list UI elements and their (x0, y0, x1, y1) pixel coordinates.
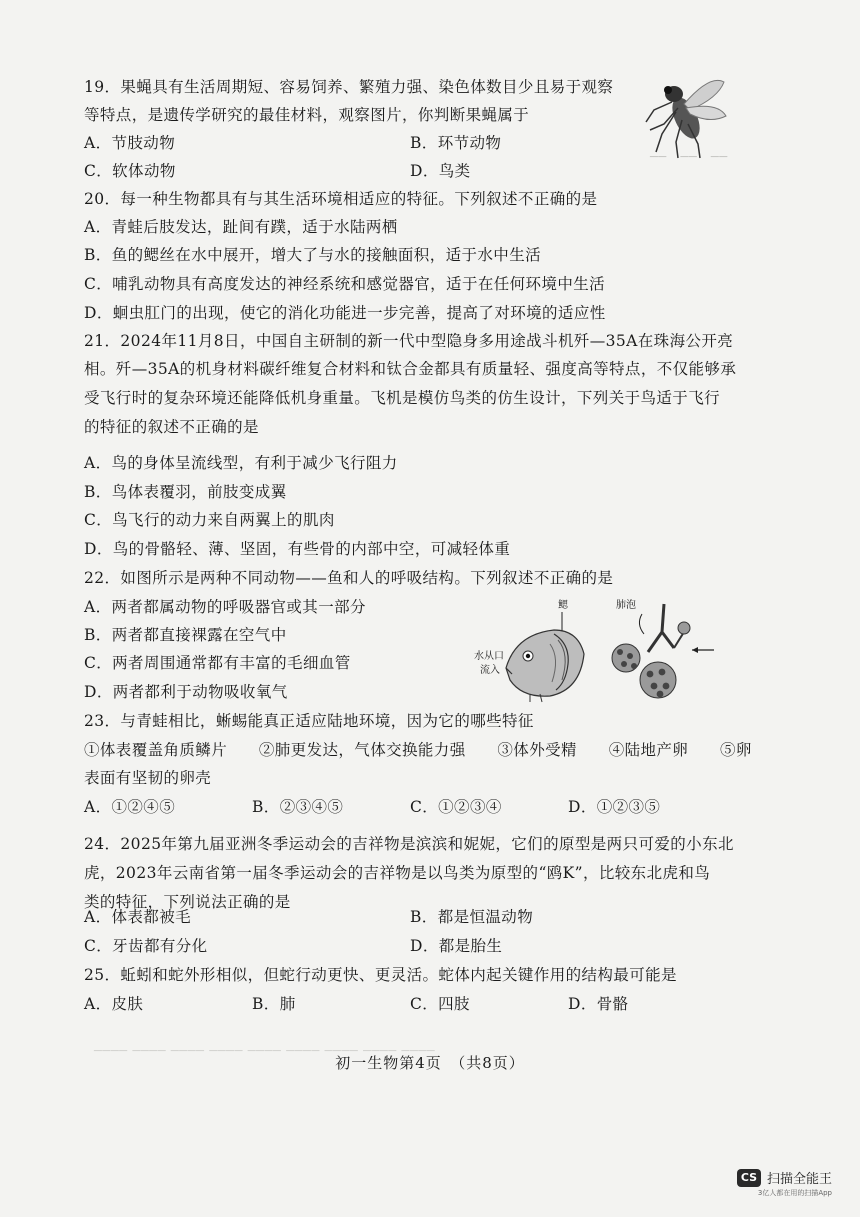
q22-option-b: B．两者都直接裸露在空气中 (84, 626, 287, 644)
q21-option-b: B．鸟体表覆羽，前肢变成翼 (84, 483, 287, 501)
fruit-fly-figure (640, 64, 730, 160)
scanner-logo-icon: CS (737, 1169, 761, 1187)
q23-items: ①体表覆盖角质鳞片 ②肺更发达，气体交换能力强 ③体外受精 ④陆地产卵 ⑤卵 (84, 741, 752, 759)
q22-option-d: D．两者都利于动物吸收氧气 (84, 683, 288, 701)
q24-line1: 24．2025年第九届亚洲冬季运动会的吉祥物是滨滨和妮妮，它们的原型是两只可爱的小东北 (84, 835, 734, 853)
q24-option-a: A．体表都被毛 (84, 908, 191, 926)
fish-body (506, 630, 584, 696)
q20-option-b: B．鱼的鳃丝在水中展开，增大了与水的接触面积，适于水中生活 (84, 246, 541, 264)
q19-line2: 等特点，是遗传学研究的最佳材料，观察图片，你判断果蝇属于 (84, 106, 530, 124)
q21-option-c: C．鸟飞行的动力来自两翼上的肌肉 (84, 511, 335, 529)
q21-option-a: A．鸟的身体呈流线型，有利于减少飞行阻力 (84, 454, 398, 472)
scanner-watermark (737, 1168, 832, 1197)
bleed-through-text: ── ── ── (650, 150, 728, 165)
q21-line3: 受飞行时的复杂环境还能降低机身重量。飞机是模仿鸟类的仿生设计，下列关于鸟适于飞行 (84, 389, 721, 407)
q21-line4: 的特征的叙述不正确的是 (84, 418, 259, 436)
q20-option-d: D．蛔虫肛门的出现，使它的消化功能进一步完善，提高了对环境的适应性 (84, 304, 606, 322)
q19-option-a: A．节肢动物 (84, 134, 176, 152)
q24-line2: 虎，2023年云南省第一届冬季运动会的吉祥物是以鸟类为原型的“鸥K”，比较东北虎和鸟 (84, 864, 711, 882)
q21-line1: 21．2024年11月8日，中国自主研制的新一代中型隐身多用途战斗机歼—35A在珠海公开亮 (84, 332, 734, 350)
q25-option-a: A．皮肤 (84, 995, 144, 1013)
q23-option-b: B．②③④⑤ (252, 798, 344, 816)
q25-stem: 25．蚯蚓和蛇外形相似，但蛇行动更快、更灵活。蛇体内起关键作用的结构最可能是 (84, 966, 677, 984)
fig-label-water-1: 水从口 (474, 651, 504, 662)
scanner-name: 扫描全能王 (766, 1172, 832, 1187)
q20-option-a: A．青蛙后肢发达，趾间有蹼，适于水陆两栖 (84, 218, 398, 236)
q22-stem: 22．如图所示是两种不同动物——鱼和人的呼吸结构。下列叙述不正确的是 (84, 569, 614, 587)
q24-option-d: D．都是胎生 (410, 937, 503, 955)
q23-option-a: A．①②④⑤ (84, 798, 176, 816)
q25-option-d: D．骨骼 (568, 995, 629, 1013)
page-footer: 初一生物第4页 （共8页） (335, 1054, 525, 1072)
bleed-through-text: ──── ──── ──── ──── ──── ──── ──── ──── ──── (94, 1044, 436, 1059)
q19-option-c: C．软体动物 (84, 162, 176, 180)
q24-option-c: C．牙齿都有分化 (84, 937, 208, 955)
q20-option-c: C．哺乳动物具有高度发达的神经系统和感觉器官，适于在任何环境中生活 (84, 275, 606, 293)
q22-option-c: C．两者周围通常都有丰富的毛细血管 (84, 654, 351, 672)
scanner-tagline: 3亿人都在用的扫描App (757, 1189, 832, 1197)
fig-label-alveoli: 肺泡 (616, 600, 636, 611)
q23-option-d: D．①②③⑤ (568, 798, 661, 816)
q23-items-cont: 表面有坚韧的卵壳 (84, 769, 212, 787)
q25-option-b: B．肺 (252, 995, 296, 1013)
q21-option-d: D．鸟的骨骼轻、薄、坚固，有些骨的内部中空，可减轻体重 (84, 540, 511, 558)
q23-option-c: C．①②③④ (410, 798, 502, 816)
fig-label-water-2: 流入 (480, 665, 500, 676)
q19-option-b: B．环节动物 (410, 134, 502, 152)
q25-option-c: C．四肢 (410, 995, 470, 1013)
respiration-figure (470, 594, 730, 704)
q20-stem: 20．每一种生物都具有与其生活环境相适应的特征。下列叙述不正确的是 (84, 190, 598, 208)
q19-option-d: D．鸟类 (410, 162, 471, 180)
q24-line3: 类的特征，下列说法正确的是 (84, 893, 291, 911)
q23-stem: 23．与青蛙相比，蜥蜴能真正适应陆地环境，因为它的哪些特征 (84, 712, 534, 730)
bronchiole (648, 604, 674, 652)
q24-option-b: B．都是恒温动物 (410, 908, 534, 926)
q21-line2: 相。歼—35A的机身材料碳纤维复合材料和钛合金都具有质量轻、强度高等特点，不仅能够承 (84, 360, 737, 378)
q22-option-a: A．两者都属动物的呼吸器官或其一部分 (84, 598, 366, 616)
fig-label-gill: 鳃 (558, 600, 568, 611)
q19-line1: 19．果蝇具有生活周期短、容易饲养、繁殖力强、染色体数目少且易于观察 (84, 78, 614, 96)
